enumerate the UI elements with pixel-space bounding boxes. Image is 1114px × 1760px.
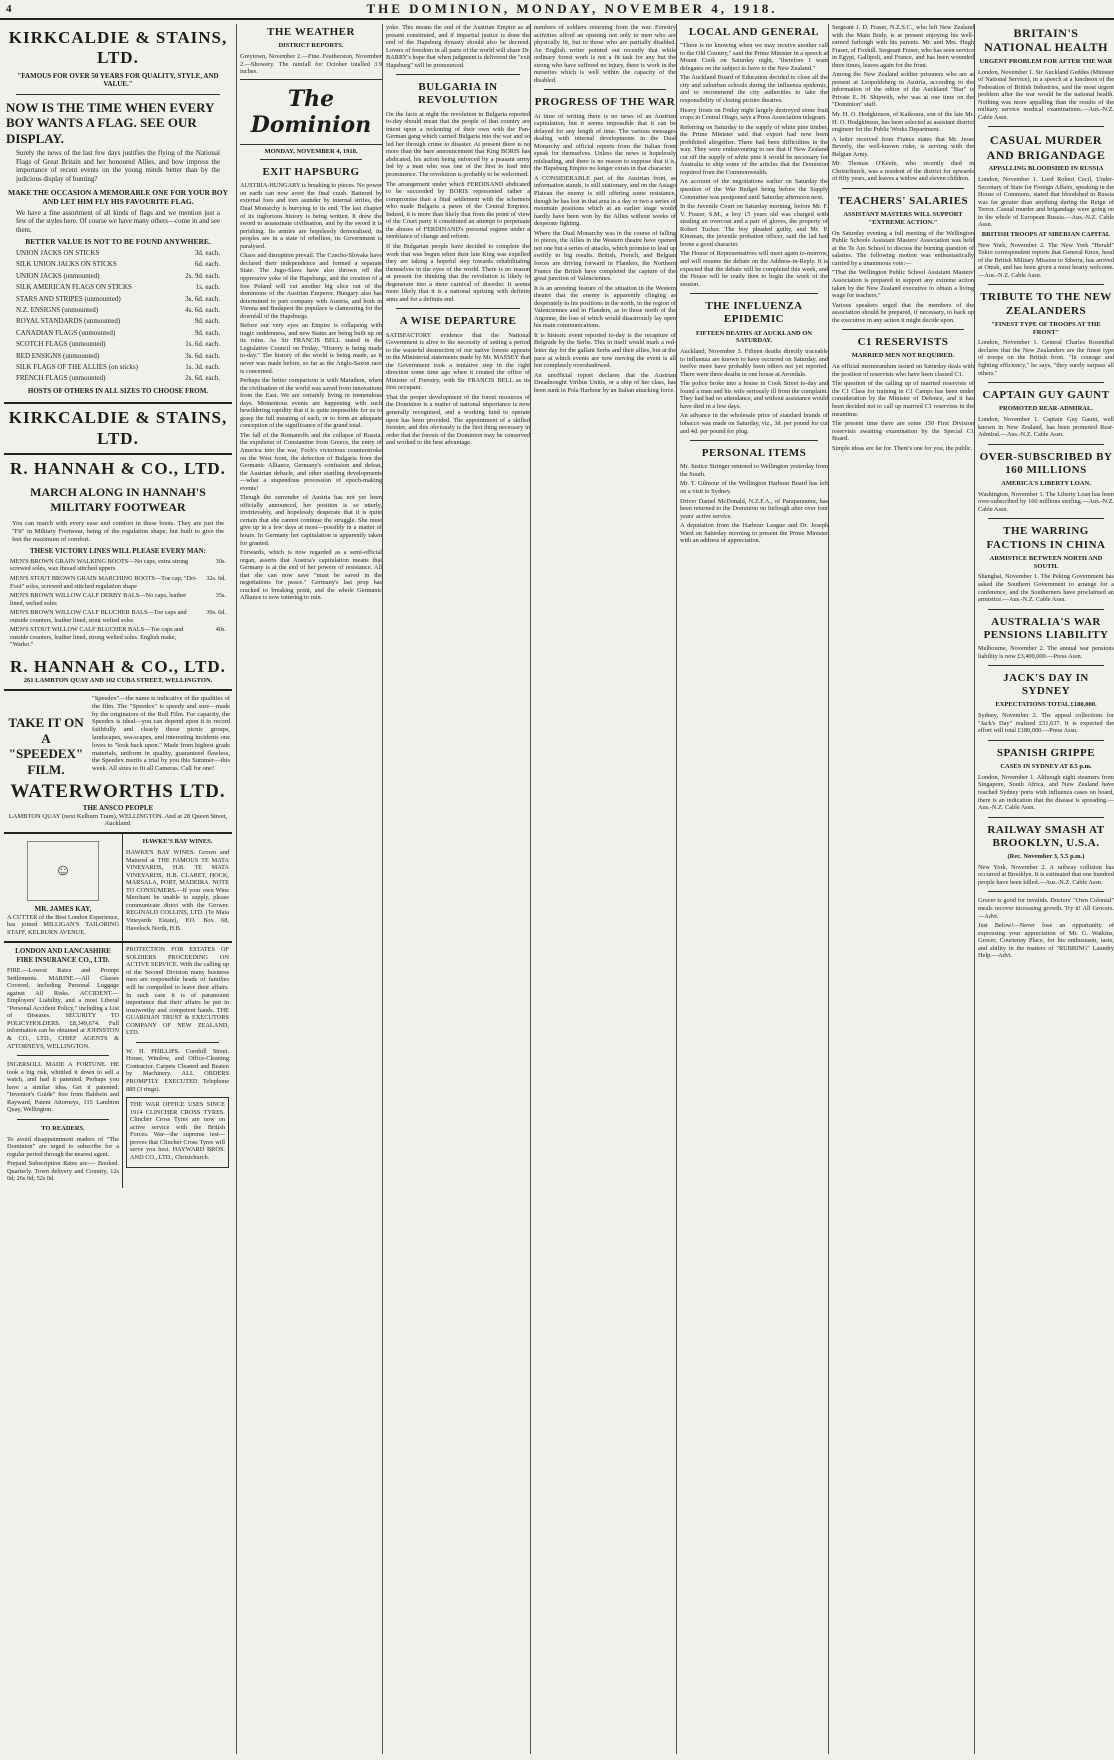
article-subhead: AMERICA'S LIBERTY LOAN. bbox=[1001, 480, 1091, 488]
news-column bbox=[828, 24, 974, 1754]
price-row bbox=[6, 575, 230, 590]
item-name: SILK FLAGS OF THE ALLIES (on sticks) bbox=[16, 362, 138, 371]
article-paragraph: Auckland, November 3. Fifteen deaths directly traceable to influenza are known to have occurred on Saturday, and twelve more have probably been others not yet reported. There were three deaths in one house at Avondale. bbox=[680, 348, 828, 378]
divider bbox=[988, 444, 1104, 445]
ad-title: KIRKCALDIE & STAINS, LTD. bbox=[8, 28, 228, 68]
price-row bbox=[6, 317, 230, 325]
item-name: MEN'S BROWN GRAIN WALKING BOOTS—No caps, extra strong screwed soles, wax thread stitched uppers bbox=[10, 557, 189, 573]
editorial-column bbox=[530, 24, 676, 1754]
ad-title: LONDON AND LANCASHIRE FIRE INSURANCE CO., LTD. bbox=[15, 947, 111, 964]
ad-subhead: MAKE THE OCCASION A MEMORABLE ONE FOR YOUR BOY AND LET HIM FLY HIS FAVOURITE FLAG. bbox=[7, 187, 229, 206]
article-paragraph: Mr. H. O. Hodgkinson, of Kaikoura, son of the late Mr. H. O. Hodgkinson, has been selected as assistant district engineer for the Public Works Department. bbox=[832, 111, 974, 134]
article-subhead: ARMISTICE BETWEEN NORTH AND SOUTH. bbox=[989, 554, 1103, 570]
article-headline: BRITAIN'S NATIONAL HEALTH bbox=[984, 26, 1108, 55]
article-paragraph: yoke. This means the end of the Austrian Empire as at present constituted, and if impartial justice is done the end of the Hapsburg dynasty should also be decreed. Lovers of freedom in all parts of the world will share Dr. BARRY's hope that when judgment is delivered the "exit Hapsburg" will be pronounced. bbox=[386, 24, 530, 69]
article-subhead: BRITISH TROOPS AT SIBERIAN CAPITAL bbox=[981, 230, 1111, 238]
article-paragraph: "That the Wellington Public School Assistant Masters' Association is prepared to support any extreme action taken by the New Zealand executive to obtain a living wage for teachers." bbox=[832, 269, 974, 300]
divider bbox=[988, 817, 1104, 818]
article-paragraph: SATISFACTORY evidence that the National Government is alive to the necessity of setting a period to the wasteful destruction of our native forests appears in the Ministerial statements made by Mr. MASSEY that the Government took a tentative step in the right direction some time ago when it created the office of Minister of Forestry, with Sir FRANCIS BELL as its first occupant. bbox=[386, 331, 530, 392]
ad-body: THE WAR OFFICE USES SINCE 1914 CLINCHER CROSS TYRES. Clincher Cross Tyres are now on active service with the British Forces. War—the supreme test—proves that Clincher Cross Tyres will serve you best. HAYWARD BROS. AND CO., LTD., Christchurch. bbox=[130, 1101, 225, 1161]
article-paragraph: Melbourne, November 2. The annual war pensions liability is now £3,400,000.—Press Assn. bbox=[978, 645, 1114, 660]
article-paragraph: New York, November 2. A railway collision has occurred at Brooklyn. It is estimated that one hundred people have been killed.—Aus.-N.Z. Cable Assn. bbox=[978, 863, 1114, 886]
item-price: 35s. bbox=[215, 592, 226, 600]
price-row bbox=[6, 272, 230, 280]
advertisement-paragraph: Grocer is good for invalids. Doctors' "Own Colonial" meals recover increasing growth. Try it! All Grocers.—Advt. bbox=[978, 897, 1114, 920]
article-paragraph: The Auckland Board of Education decided to close all the city and suburban schools during the influenza epidemic, and to recommend the city authorities to take the responsibility of closing picture theatres. bbox=[680, 74, 828, 105]
article-paragraph: Simple ideas are far for. There's one for you, the public. bbox=[832, 444, 973, 452]
ingersoll-ad bbox=[7, 1061, 119, 1114]
ad-headline: MARCH ALONG IN HANNAH'S MILITARY FOOTWEAR bbox=[30, 485, 206, 514]
ad-address: LAMBTON QUAY (next Kelburn Tram), WELLINGTON. And at 28 Queen Street, Auckland. bbox=[8, 812, 228, 828]
item-name: N.Z. ENSIGNS (unmounted) bbox=[16, 306, 99, 315]
news-column bbox=[676, 24, 828, 1754]
flag-price-list bbox=[6, 249, 230, 383]
ad-subhead: THE ANSCO PEOPLE bbox=[82, 804, 154, 813]
article-paragraph: London, November 1. Captain Guy Gaunt, well known in New Zealand, has been promoted Rear-Admiral.—Aus.-N.Z. Cable Assn. bbox=[978, 416, 1114, 439]
ad-body: "Speedex"—the name is indicative of the qualities of the film. The "Speedex" is speedy and sure—made by the originators of the Roll Film. For capacity, the Speedex is ideal—you can depend upon it to record faithfully and clearly those picnic groups, landscapes, sea-scapes, and interesting incidents one loves to "look back upon." Made from highest grade materials, uniform in quality, guaranteed flawless, the Speedex merits a trial by you this Summer—this week. All sizes to fit all Cameras. Call for one! bbox=[92, 695, 230, 773]
ad-body: Surely the news of the last few days justifies the flying of the National Flags of Great Britain and her honoured Allies, and how impress the importance of recent events on the young minds better than by the judicious display of bunting? bbox=[16, 149, 220, 183]
item-name: CANADIAN FLAGS (unmounted) bbox=[16, 328, 116, 337]
item-price: 4s. 6d. each. bbox=[185, 306, 220, 315]
article-headline: TEACHERS' SALARIES bbox=[837, 194, 969, 207]
article-paragraph: If the Bulgarian people have decided to complete the work that was begun when their late King was expelled they are taking a hopeful step towards rehabilitating themselves in the eyes of the world. There is no reason at present for thinking that the revolution is likely to degenerate into a mere carnival of disorder. It seems more likely that it is a national uprising with definite aims and for a definite end. bbox=[386, 242, 530, 303]
article-headline: TRIBUTE TO THE NEW ZEALANDERS bbox=[980, 291, 1112, 317]
boot-price-list bbox=[6, 558, 230, 649]
ad-body: W. H. PHILLIPS. Cornhill Street. House, Window, and Office-Cleaning Contractor. Carpets Cleaned and Beaten by Machinery. ALL ORDERS PROMPTLY EXECUTED Telephone 889 (3 rings). bbox=[126, 1047, 229, 1093]
item-price: 30s. bbox=[215, 557, 226, 565]
editorial-column bbox=[382, 24, 530, 1754]
portrait-image: ☺ bbox=[27, 841, 99, 901]
item-name: MEN'S BROWN WILLOW CALF DERBY BALS—No caps, leather lined, welted soles bbox=[10, 592, 187, 607]
phillips-ad bbox=[126, 1048, 229, 1093]
article-paragraph: Though the surrender of Austria has not yet been officially announced, her position is so utterly, irretrievably, and hopelessly desperate that it is quite certain that she cannot continue the struggle. She must give up in a few days at most—possibly in a matter of hours. In Germany her capitulation is apparently taken for granted. bbox=[240, 494, 382, 547]
article-paragraph: Where the Dual Monarchy was in the course of falling to pieces, the Allies in the Western theatre have opened not one but a series of attacks, which promise to lead up swiftly to big results. British, French, and Belgian forces are driving forward in Flanders, the Northern France the British have completed the capture of the great junction of Valenciennes. bbox=[534, 229, 676, 283]
section-headline: PERSONAL ITEMS bbox=[701, 447, 807, 460]
price-row bbox=[6, 352, 230, 360]
item-price: 3d. each. bbox=[194, 249, 220, 258]
article-paragraph: It is an arresting feature of the situation in the Western theatre that the enemy is apparently clinging as desperately to his positions in the north, in the region of Valenciennes and in Flanders, as to those north of the Argonne, the loss of which would disastrously lay open his main communications. bbox=[534, 284, 676, 330]
article-headline: THE WARRING FACTIONS IN CHINA bbox=[986, 525, 1106, 551]
price-row bbox=[6, 374, 230, 382]
subscription-rates: Prepaid Subscription Rates are:— Booked. Quarterly. Town delivery and Country, 12s 0d; 26s 0d; 52s 0d. bbox=[7, 1160, 119, 1183]
article-paragraph: London, November 1. General Charles Rosenthal declares that the New Zealanders are the finest type of troops on the British front. "In courage and fighting efficiency," he says, "they surely surpass all others." bbox=[978, 339, 1114, 377]
divider bbox=[842, 329, 964, 330]
ad-title: MR. JAMES KAY, bbox=[34, 905, 92, 914]
kirkcaldie-footer bbox=[4, 404, 232, 455]
article-paragraph: In the Juvenile Court on Saturday morning, before Mr. F. V. Frazer, S.M., a boy 15 years old was charged with stealing an overcoat and a pair of gloves, the property of Robert Tucker. The boy pleaded guilty, and Mr. P. Kinsman, the juvenile probation officer, said the lad had borne a good character. bbox=[680, 203, 828, 248]
price-row bbox=[6, 558, 230, 573]
ad-body: A CUTTER of the Best London Experience, has joined MILLIGAN'S TAILORING STAFF, KELBURN AVENUE. bbox=[7, 913, 119, 936]
article-subhead: ASSISTANT MASTERS WILL SUPPORT "EXTREME ACTION." bbox=[843, 211, 963, 226]
item-price: 2s. 9d. each. bbox=[185, 271, 220, 280]
divider bbox=[544, 89, 666, 90]
price-row bbox=[6, 626, 230, 649]
item-name: RED ENSIGNS (unmounted) bbox=[16, 351, 100, 360]
ad-title: HAWKE'S BAY WINES. bbox=[142, 838, 213, 846]
article-headline: SPANISH GRIPPE bbox=[996, 746, 1096, 759]
article-paragraph: On Saturday evening a full meeting of the Wellington Public Schools Assistant Masters' Association was held at the Te Aro School to discuss the burning question of salaries. The following motion was enthusiastically carried by a unanimous vote:— bbox=[832, 229, 974, 267]
divider bbox=[988, 665, 1104, 666]
item-name: MEN'S STOUT BROWN GRAIN MARCHING BOOTS—Toe cap, "Dri-Foot" soles, screwed and stitched regulation shape bbox=[10, 574, 198, 590]
divider bbox=[842, 188, 964, 189]
ad-title: R. HANNAH & CO., LTD. bbox=[10, 458, 226, 478]
article-paragraph: Forwards, which is now regarded as a semi-official organ, asserts that Austria's capitulation means that Germany is at the end of her powers of resistance. All that she can now save "must be saved in the negotiations for peace." Germany's last prop has cracked to breaking point, and the whole Germanic Alliance is now tottering to ruin. bbox=[240, 549, 382, 602]
ad-title: R. HANNAH & CO., LTD. bbox=[10, 656, 226, 676]
price-row bbox=[6, 249, 230, 257]
item-price: 32s. 6d. bbox=[206, 574, 226, 582]
item-price: 9d. each. bbox=[194, 317, 220, 326]
item-price: 9d. each. bbox=[194, 328, 220, 337]
ad-title: KIRKCALDIE & STAINS, LTD. bbox=[8, 408, 228, 448]
ad-body: PROTECTION FOR ESTATES OF SOLDIERS PROCEEDING ON ACTIVE SERVICE. With the calling up of the Second Division many business men are responsible heads of families will be compelled to leave their affairs. In such case it is of paramount importance that their affairs be put in trustworthy and competent hands. THE GUARDIAN TRUST & EXECUTORS COMPANY OF NEW ZEALAND, LTD. bbox=[126, 946, 229, 1037]
newspaper-logo: The Dominion bbox=[250, 85, 372, 139]
article-headline: CASUAL MURDER AND BRIGANDAGE bbox=[986, 133, 1106, 162]
article-paragraph: A letter received from France states that Mr. Jesse Beverly, the well-known rider, is serving with the Belgian Army. bbox=[832, 135, 974, 158]
article-paragraph: Mr. T. Gilmour of the Wellington Harbour Board has left on a visit to Sydney. bbox=[680, 480, 828, 495]
article-headline: CAPTAIN GUY GAUNT bbox=[982, 389, 1110, 402]
article-paragraph: London, November 1. Although eight steamers from Singapore, South Africa, and New Zealand have reached Sydney ports with influenza cases on board, there is an indication that the disease is spreading.—Aus.-N.Z. Cable Assn. bbox=[978, 773, 1114, 812]
item-name: MEN'S STOUT WILLOW CALF BLUCHER BALS—Toe caps and outside counters, leather lined, strong welted soles. English make, "Warko." bbox=[10, 626, 184, 649]
weather-subhead: DISTRICT REPORTS. bbox=[278, 42, 344, 50]
item-name: SILK AMERICAN FLAGS ON STICKS bbox=[16, 283, 132, 292]
item-price: 1s. 3d. each. bbox=[185, 362, 220, 371]
ad-body: You can march with every ease and comfort in these boots. They are just the "Fit" in Military Footwear, being of the regulation shape, but built to give the feet the maximum of comfort. bbox=[12, 520, 224, 543]
article-paragraph: Among the New Zealand soldier prisoners who are at present at Leopoldsberg in Austria, according to the information of the editor of the Auckland "Star" is Private E. H. Shipwith, who was at one time on the "Dominion" staff. bbox=[832, 71, 974, 109]
item-name: STARS AND STRIPES (unmounted) bbox=[16, 294, 121, 303]
divider bbox=[988, 126, 1104, 127]
item-name: ROYAL STANDARDS (unmounted) bbox=[16, 317, 121, 326]
weather-heading: THE WEATHER bbox=[267, 26, 355, 38]
article-paragraph: Washington, November 1. The Liberty Loan has been over-subscribed by 160 millions sterling.—Aus.-N.Z. Cable Assn. bbox=[978, 490, 1114, 513]
article-paragraph: The arrangement under which FERDINAND abdicated to be succeeded by BORIS represented rather a compromise than a final settlement with the schemers who made Bulgaria a pawn of the Central Empires. Indeed, it is more than likely that from the point of view of the Court party it constituted an attempt to perpetuate the abuses of FERDINAND's personal regime under a semblance of change and reform. bbox=[386, 180, 530, 241]
item-price: 1s. 6d. each. bbox=[185, 340, 220, 349]
divider bbox=[690, 293, 818, 294]
article-paragraph: A deputation from the Harbour League and Dr. Joseph Ward on Saturday morning to present the Prime Minister with an address of appreciation. bbox=[680, 522, 828, 545]
masthead-title: THE DOMINION, MONDAY, NOVEMBER 4, 1918. bbox=[366, 1, 778, 16]
notice-body: To avoid disappointment readers of "The Dominion" are urged to subscribe for a regular period through the nearest agent. bbox=[7, 1135, 119, 1158]
article-headline: EXIT HAPSBURG bbox=[262, 166, 360, 179]
weather-body: Greytown, November 2.—Fine. Featherston, November 2.—Showery. The rainfall for October totalled 3.9 inches. bbox=[240, 52, 382, 76]
article-paragraph: "There is no knowing when we may receive another call to the Old Country," said the Prime Minister in a speech at Mount Cook on Saturday night, "therefore I want delegates on the subject to have to the New Zealand." bbox=[680, 42, 828, 72]
divider bbox=[240, 79, 382, 80]
divider bbox=[136, 1042, 219, 1043]
ad-body: INGERSOLL MADE A FORTUNE. HE took a big risk, whittled it down to sell a watch, and had it patented. Perhaps you have a similar idea. Get it patented. "Inventor's Guide" free from Baldwin and Rayward, Patent Attorneys, 115 Lambton Quay, Wellington. bbox=[7, 1061, 119, 1114]
item-price: 39s. 6d. bbox=[206, 609, 226, 617]
article-subhead: URGENT PROBLEM FOR AFTER THE WAR bbox=[979, 57, 1113, 65]
divider bbox=[690, 440, 818, 441]
article-paragraph: London, November 1. Lord Robert Cecil, Under-Secretary of State for Foreign Affairs, speaking in the House of Commons, stated that bloodshed in Russia was far greater than anything during the Reign of Terror. Casual murder and brigandage were going on in the whole of European Russia.—Aus.-N.Z. Cable Assn. bbox=[978, 175, 1114, 229]
dateline: MONDAY, NOVEMBER 4, 1918. bbox=[264, 148, 358, 156]
divider bbox=[396, 74, 520, 75]
kay-ad bbox=[4, 834, 123, 941]
divider bbox=[988, 518, 1104, 519]
article-paragraph: Driver Daniel McDonald, N.Z.F.A., of Paraparaumu, has been returned to the Dominion on furlough after over four years' active service. bbox=[680, 497, 828, 520]
divider bbox=[988, 284, 1104, 285]
article-headline: JACK'S DAY IN SYDNEY bbox=[1003, 672, 1089, 698]
price-row bbox=[6, 306, 230, 314]
divider bbox=[988, 609, 1104, 610]
editorial-column bbox=[236, 24, 382, 1754]
item-price: 6d. each. bbox=[194, 260, 220, 269]
divider bbox=[240, 144, 382, 145]
article-paragraph: It is historic event reported to-day is the recapture of Belgrade by the Serbs. This in itself would mark a red-letter day for the gallant Serbs and their allies, but at the pace at which events are now moving the event is all but completely overshadowed. bbox=[534, 331, 676, 370]
article-paragraph: London, November 1. Sir Auckland Geddes (Minister of National Service), in a speech at a luncheon of the Federation of British Industries, said the most urgent problem after the war would be the national health. Nothing was more appalling than the results of the military service medical examinations.—Aus.-N.Z. Cable Assn. bbox=[978, 68, 1114, 121]
price-row bbox=[6, 283, 230, 291]
article-paragraph: Before our very eyes an Empire is collapsing with tragic suddenness, and new States are being built up on its ruins. As Sir FRANCIS BELL stated in the Legislative Council on Friday, "History is being made to-day." The history of the world is being made, as it never was made before, so far as the Anglo-Saxon race is concerned. bbox=[240, 322, 382, 375]
article-subhead: FIFTEEN DEATHS AT AUCKLAND ON SATURDAY. bbox=[696, 329, 812, 345]
article-headline: PROGRESS OF THE WAR bbox=[534, 96, 676, 109]
article-paragraph: Mr. Thomas O'Keefe, who recently died in Christchurch, was a resident of the district for upwards of fifty years, and leaves a widow and eleven children. bbox=[832, 160, 974, 183]
ad-subhead: THESE VICTORY LINES WILL PLEASE EVERY MAN: bbox=[30, 546, 206, 555]
article-paragraph: The fall of the Romanoffs and the collapse of Russia, the expulsion of Constantine from Greece, the entry of America into the war, Foch's victorious counterstroke on the West front, the defection of Bulgaria from the Germanic Alliance, Germany's confusion and defeat, the Austrian debacle, and other startling developments—what a stupendous procession of epoch-making events! bbox=[240, 431, 382, 492]
article-paragraph: Shanghai, November 1. The Peking Government has asked the Southern Government to arrange for a conference, and the Southerners have proclaimed an armistice.—Aus.-N.Z. Cable Assn. bbox=[978, 573, 1114, 604]
ad-body: We have a fine assortment of all kinds of flags and we mention just a few of the styles here. Of course we have many others—come in and see them. bbox=[16, 208, 220, 234]
article-paragraph: Heavy frosts on Friday night largely destroyed stone fruit crops in Central Otago, says a Press Association telegram. bbox=[680, 106, 828, 122]
article-paragraph: Perhaps the better comparison is with Marathon, when the civilisation of the world was saved from innovations from the East. We are certainly living in tremendous days. Momentous events are happening with such bewildering rapidity that it is quite impossible for us to grasp the full meaning of each, or to form an adequate conception of the significance of the grand total. bbox=[240, 377, 382, 430]
war-office-ad bbox=[126, 1097, 229, 1167]
price-row bbox=[6, 329, 230, 337]
article-subhead: (Rec. November 3, 5.5 p.m.) bbox=[1007, 853, 1085, 861]
divider bbox=[988, 891, 1104, 892]
article-subhead: PROMOTED REAR-ADMIRAL. bbox=[999, 405, 1093, 413]
ad-tagline: "FAMOUS FOR OVER 50 YEARS FOR QUALITY, STYLE, AND VALUE." bbox=[17, 71, 219, 89]
price-row bbox=[6, 363, 230, 371]
kirkcaldie-ad bbox=[4, 24, 232, 404]
divider bbox=[17, 1055, 109, 1056]
article-paragraph: The police broke into a house in Cook Street to-day and found a man and his wife seriously ill from the complaint. They had had no attendance, and without assistance would have died in a few days. bbox=[680, 380, 828, 410]
article-headline: AUSTRALIA'S WAR PENSIONS LIABILITY bbox=[983, 615, 1109, 641]
article-paragraph: On the facts at night the revolution in Bulgaria reported to-day should mean that the people of that country are intent upon a reckoning of their own with the Pan-German gang which carried Bulgaria into the war and so led her through crime to disaster. At present there is no more than the bare announcement that King BORIS has abdicated, his action being enforced by a peasant army led by a man who was one of the first to lead into prominence. The revolution is probably to be welcomed. bbox=[386, 110, 530, 179]
article-paragraph: AUSTRIA-HUNGARY is breaking to pieces. No power on earth can now avert the final crash. Battered by external foes and torn asunder by internal strifes, the Dual Monarchy is hurrying to its end. The last chapter of its inglorious history is being written. It drew the sword to assassinate civilisation, and by the sword it is perishing. Its armies are hopelessly demoralised, its peoples are in a state of rebellion, its Government is paralysed. bbox=[240, 182, 382, 250]
article-paragraph: numbers of soldiers returning from the war. Forestry activities afford an opening not only to men who are physically fit, but to those who are partially disabled. An English writer pointed out recently that while ordinary forest work is not a fit task for any but the strong who have suffered no injury, there is work in the nurseries which is well within the capacity of the disabled. bbox=[534, 24, 676, 84]
notice-title: TO READERS. bbox=[41, 1124, 85, 1132]
advertisement-paragraph: Just Below!—Never lose an opportunity of expressing your appreciation of Mr. G. Watkins, Grocer, Courtenay Place, for his enthusiasm, taste, and ability in the matters of "RUBBING" Laundry Help.—Advt. bbox=[978, 922, 1114, 960]
article-paragraph: Mr. Justice Stringer returned to Wellington yesterday from the South. bbox=[680, 463, 828, 478]
article-headline: OVER-SUBSCRIBED BY 160 MILLIONS bbox=[979, 450, 1113, 476]
item-price: 1s. each. bbox=[195, 283, 220, 292]
divider bbox=[260, 159, 362, 160]
item-name: UNION JACKS (unmounted) bbox=[16, 271, 100, 280]
readers-notice bbox=[7, 1125, 119, 1183]
cable-news-column bbox=[974, 24, 1114, 1754]
insurance-ad bbox=[7, 947, 119, 1050]
section-headline: LOCAL AND GENERAL bbox=[688, 26, 820, 38]
article-paragraph: An advance in the wholesale price of standard brands of tobacco was made on Saturday, viz., 3d. per pound for cut and 4d. per pound for plug. bbox=[680, 412, 828, 435]
price-row bbox=[6, 295, 230, 303]
price-row bbox=[6, 609, 230, 624]
article-paragraph: Chaos and disruption prevail. The Czecho-Slovaks have declared their independence and formed a separate State. The Jugo-Slavs have also thrown off the oppressive yoke of the Hapsburgs, and the creation of a free Poland will cut another big slice out of the dominions of the Austrian Emperor. Hungary also has determined to part company with Austria, and both in Vienna and Budapest the populace is clamouring for the downfall of the Hapsburgs. bbox=[240, 252, 382, 320]
article-headline: THE INFLUENZA EPIDEMIC bbox=[705, 300, 803, 326]
article-paragraph: The House of Representatives will meet again to-morrow, and will resume the debate on the Address-in-Reply. It is expected that the debate will be completed this week, and the House will be ready then to begin the work of the session. bbox=[680, 250, 828, 288]
item-name: MEN'S BROWN WILLOW CALF BLUCHER BALS—Toe caps and outside counters, leather lined, stout welted soles bbox=[10, 609, 187, 624]
wine-ad bbox=[123, 834, 232, 941]
item-name: UNION JACKS ON STICKS bbox=[16, 249, 100, 258]
article-subhead: MARRIED MEN NOT REQUIRED. bbox=[851, 352, 955, 360]
ad-title: WATERWORTHS LTD. bbox=[10, 781, 226, 803]
item-name: SCOTCH FLAGS (unmounted) bbox=[16, 340, 106, 349]
price-row bbox=[6, 592, 230, 607]
article-paragraph: New York, November 2. The New York "Herald" Tokio correspondent reports that General Knox, head of the British Military Mission to Siberia, has arrived at Omsk, and has been given a most hearty welcome.—Aus.-N.Z. Cable Assn. bbox=[978, 241, 1114, 279]
speedex-ad bbox=[4, 691, 232, 834]
page-number: 4 bbox=[6, 3, 12, 15]
divider bbox=[16, 94, 220, 95]
advertisement-column bbox=[4, 24, 232, 1754]
article-headline: A WISE DEPARTURE bbox=[399, 315, 517, 328]
article-paragraph: An unofficial report declares that the Austrian Dreadnought Viribus Unitis, or a ship of her class, has been sunk in Pola Harbour by an Italian attacking force. bbox=[534, 371, 676, 394]
divider bbox=[17, 1119, 109, 1120]
article-paragraph: That the proper development of the forest resources of the Dominion is a matter of national importance is now generally recognised, and a working fund to operate upon has been provided. The appointment of a skilled forester, and this obviously is the first thing necessary in order that the forests of the Dominion may be conserved and worked to the best advantage. bbox=[386, 393, 530, 447]
item-name: FRENCH FLAGS (unmounted) bbox=[16, 374, 106, 383]
ad-headline: NOW IS THE TIME WHEN EVERY BOY WANTS A FLAG. SEE OUR DISPLAY. bbox=[6, 99, 214, 146]
ad-subhead: HOSTS OF OTHERS IN ALL SIZES TO CHOOSE FROM. bbox=[27, 386, 209, 395]
article-paragraph: Various speakers urged that the members of the association should be prepared, if necessary, to back up the executive in any action it might decide upon. bbox=[832, 301, 974, 324]
price-row bbox=[6, 340, 230, 348]
article-paragraph: The question of the calling up of married reservists of the C1 Class for training in C1 Camps has been under consideration by the Minister of Defence, and it has been decided not to call up married C1 reservists in the meantime. bbox=[832, 380, 974, 418]
article-paragraph: An official memorandum issued on Saturday deals with the position of reservists who have been classed C1. bbox=[832, 363, 974, 378]
item-price: 3s. 6d. each. bbox=[185, 351, 220, 360]
article-subhead: CASES IN SYDNEY AT 8.5 p.m. bbox=[1000, 763, 1092, 771]
ad-headline: TAKE IT ON A "SPEEDEX" FILM. bbox=[8, 715, 84, 777]
item-price: 2s. 6d. each. bbox=[185, 374, 220, 383]
price-row bbox=[6, 260, 230, 268]
article-subhead: EXPECTATIONS TOTAL £180,000. bbox=[995, 701, 1097, 709]
masthead bbox=[0, 0, 1114, 20]
article-paragraph: At time of writing there is no news of an Austrian capitulation, but it seems impossible that it can be delayed for any length of time. The various messages dealing with internal developments in the Dual Monarchy and official reports from the Italian front speak for themselves. Unless the news is hopelessly misleading, and there is no reason to suppose that it is, the Hapsburg Empire no longer exists in that character. bbox=[534, 112, 676, 173]
divider bbox=[988, 740, 1104, 741]
article-paragraph: Sydney, November 2. The appeal collections for "Jack's Day" realised £51,637. It is expected the effort will total £180,000.—Press Assn. bbox=[978, 712, 1114, 735]
ad-body: FIRE.—Lowest Rates and Prompt Settlements. MARINE.—All Classes Covered, including Personal Luggage against All Risks. ACCIDENT.—Employers' Liability, and a most Liberal "Personal Accident Policy," including a List of Diseases. SECURITY TO POLICYHOLDERS. £8,349,674. Full information can be obtained at JOHNSTON & CO., LTD., CHIEF AGENTS & ATTORNEYS, WELLINGTON. bbox=[7, 967, 119, 1050]
item-price: 3s. 6d. each. bbox=[185, 294, 220, 303]
article-subhead: APPALLING BLOODSHED IN RUSSIA bbox=[988, 165, 1104, 173]
article-headline: BULGARIA IN REVOLUTION bbox=[418, 81, 498, 107]
hannah-ad bbox=[4, 455, 232, 691]
article-paragraph: Sergeant J. D. Fraser, N.Z.S.C., who left New Zealand with the Main Body, is at present enjoying his well-earned furlough with his parents. Mr. and Mrs. Hugh Fraser, of Foxhill. Sergeant Fraser, who has seen service in Egypt, Gallipoli, and France, and has been wounded three times, leaves again for the front. bbox=[832, 24, 974, 69]
ad-address: 261 LAMBTON QUAY AND 102 CUBA STREET, WELLINGTON. bbox=[23, 677, 213, 685]
article-headline: C1 RESERVISTS bbox=[857, 336, 949, 349]
ad-subhead: BETTER VALUE IS NOT TO BE FOUND ANYWHERE. bbox=[25, 237, 211, 247]
article-paragraph: A CONSIDERABLE part of the Austrian front, as information stands, is still stationary, and on the Asiago Plateau the enemy is still offering some resistance, though he has lost in that area in a day or two a series of mountain positions which at an earlier stage would hardly have been won by the Allies without weeks of desperate fighting. bbox=[534, 174, 676, 228]
article-subhead: "FINEST TYPE OF TROOPS AT THE FRONT" bbox=[991, 320, 1101, 336]
protection-ad bbox=[126, 946, 229, 1037]
article-paragraph: Referring on Saturday to the supply of white pine timber, the Prime Minister said that export had now been prohibited altogether. There had been difficulties in the way. They were endeavouring to see that if New Zealand cut off the supply of white pine it would be necessary for Australia to ship some of the articles that the Dominion required from the Commonwealth. bbox=[680, 123, 828, 176]
item-price: 40s. bbox=[215, 626, 226, 634]
ad-body: HAWKE'S BAY WINES. Grown and Matured at THE FAMOUS TE MATA VINEYARDS, H.B. TE MATA VINEYARDS, H.B. CLARET, HOCK, MARSALA, PORT, MADEIRA. NOTE TO CONSUMERS.—If your own Wine Merchant be unable to supply, please communicate direct with the Grower. REGINALD COLLINS, LTD. (Te Mata Vineyards Estate), P.O. Box 68, Havelock North, H.B. bbox=[126, 849, 229, 932]
divider bbox=[988, 382, 1104, 383]
article-paragraph: An account of the negotiations earlier on Saturday the question of the War Budget being before the Supply Committee was postponed until Saturday afternoon next. bbox=[680, 178, 828, 201]
divider bbox=[396, 308, 520, 309]
article-headline: RAILWAY SMASH AT BROOKLYN, U.S.A. bbox=[987, 823, 1105, 849]
item-name: SILK UNION JACKS ON STICKS bbox=[16, 260, 117, 269]
article-paragraph: The present time there are some 150 First Division reservists awaiting examination by the Special C1 Board. bbox=[832, 420, 974, 443]
